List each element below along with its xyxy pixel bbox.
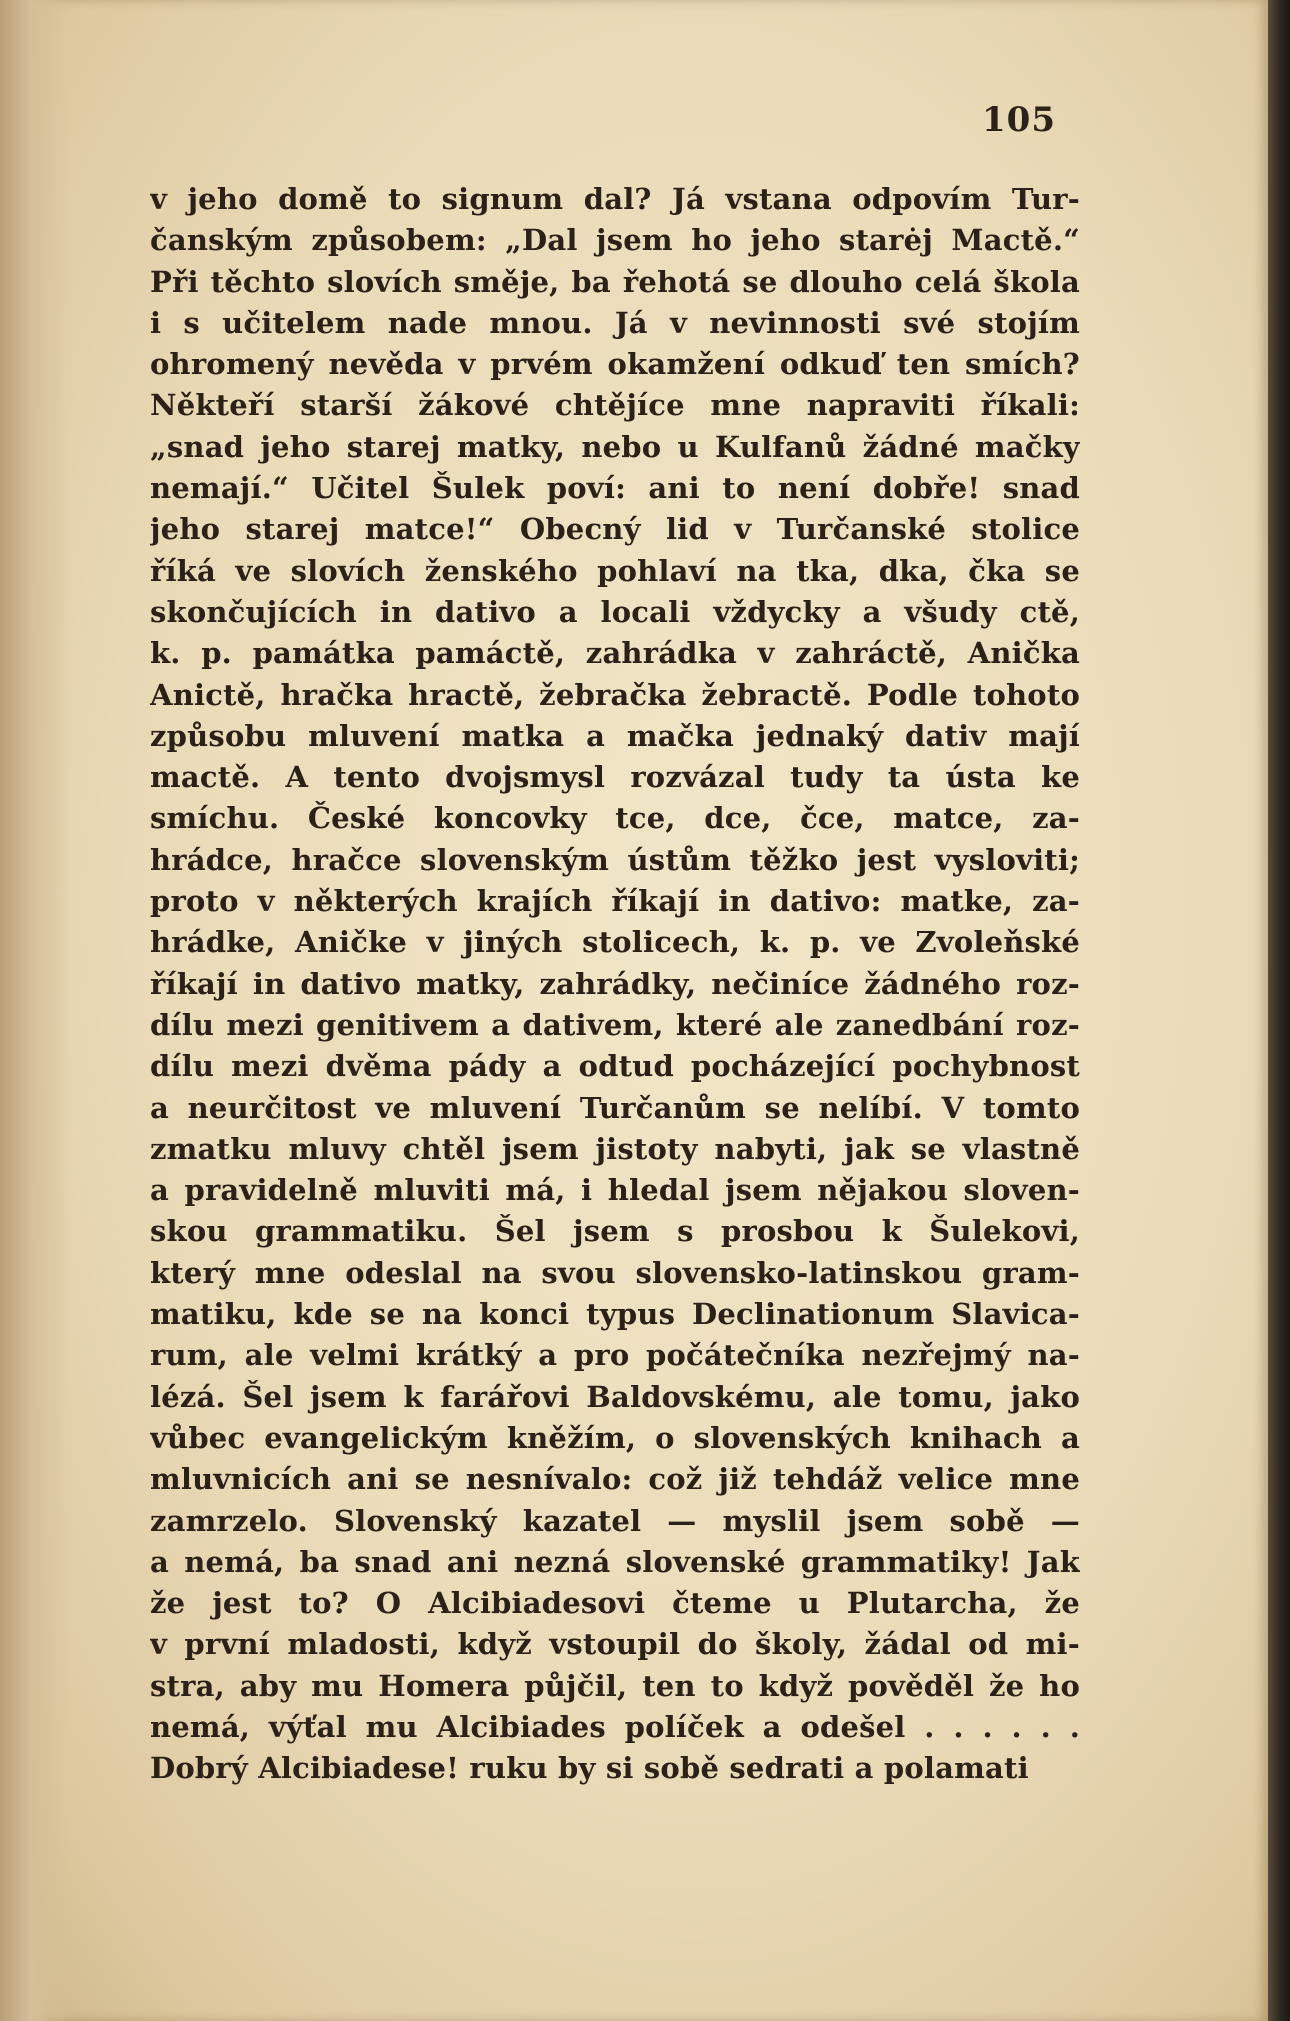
text-line: dílu mezi dvěma pády a odtud pocházející pochybnost (150, 1049, 1080, 1084)
page-gutter-shadow (0, 0, 70, 2021)
body-text (150, 179, 1080, 1790)
text-line: nemá, výťal mu Alcibiades políček a odešel . . . . . . (150, 1709, 1080, 1744)
text-line: smíchu. České koncovky tce, dce, čce, matce, za- (150, 801, 1080, 836)
text-line: skončujících in dativo a locali vždycky a všudy ctě, (150, 594, 1080, 629)
text-line: hrádce, hračce slovenským ústům těžko jest vysloviti; (150, 842, 1080, 877)
text-line: vůbec evangelickým kněžím, o slovenských knihach a (150, 1420, 1080, 1455)
text-line: „snad jeho starej matky, nebo u Kulfanů žádné mačky (150, 429, 1080, 464)
text-line: ohromený nevěda v prvém okamžení odkuď ten smích? (150, 347, 1080, 382)
text-line: Při těchto slovích směje, ba řehotá se dlouho celá škola (150, 264, 1080, 299)
text-line: v první mladosti, když vstoupil do školy, žádal od mi- (150, 1627, 1080, 1662)
text-line: lézá. Šel jsem k farářovi Baldovskému, ale tomu, jako (150, 1379, 1080, 1414)
text-line: Anictě, hračka hractě, žebračka žebractě. Podle tohoto (150, 677, 1080, 712)
page-number: 105 (982, 100, 1056, 140)
text-line: říkají in dativo matky, zahrádky, nečiníce žádného roz- (150, 966, 1080, 1001)
text-line: a neurčitost ve mluvení Turčanům se nelíbí. V tomto (150, 1090, 1080, 1125)
text-line: skou grammatiku. Šel jsem s prosbou k Šulekovi, (150, 1214, 1080, 1249)
text-line: a pravidelně mluviti má, i hledal jsem nějakou sloven- (150, 1173, 1080, 1208)
text-line: způsobu mluvení matka a mačka jednaký dativ mají (150, 718, 1080, 753)
text-line: rum, ale velmi krátký a pro počátečníka nezřejmý na- (150, 1338, 1080, 1373)
text-line: říká ve slovích ženského pohlaví na tka, dka, čka se (150, 553, 1080, 588)
text-line: v jeho domě to signum dal? Já vstana odpovím Tur- (150, 182, 1080, 216)
text-line: jeho starej matce!“ Obecný lid v Turčanské stolice (150, 512, 1080, 547)
text-line: zmatku mluvy chtěl jsem jistoty nabyti, jak se vlastně (150, 1131, 1080, 1166)
text-line: hrádke, Aničke v jiných stolicech, k. p. ve Zvoleňské (150, 925, 1080, 960)
text-line: který mne odeslal na svou slovensko-latinskou gram- (150, 1255, 1080, 1290)
text-line: nemají.“ Učitel Šulek poví: ani to není dobře! snad (150, 471, 1080, 506)
text-line: dílu mezi genitivem a dativem, které ale zanedbání roz- (150, 1007, 1080, 1042)
text-line: mactě. A tento dvojsmysl rozvázal tudy ta ústa ke (150, 760, 1080, 795)
text-line: Někteří starší žákové chtějíce mne napraviti říkali: (150, 388, 1080, 423)
page-edge-shadow (1268, 0, 1290, 2021)
text-line: Dobrý Alcibiadese! ruku by si sobě sedrati a polamati (150, 1751, 1029, 1786)
text-line: že jest to? O Alcibiadesovi čteme u Plutarcha, že (150, 1586, 1080, 1621)
text-line: a nemá, ba snad ani nezná slovenské grammatiky! Jak (150, 1544, 1080, 1579)
text-line: k. p. památka pamáctě, zahrádka v zahráctě, Anička (150, 636, 1080, 671)
text-line: stra, aby mu Homera půjčil, ten to když pověděl že ho (150, 1668, 1080, 1703)
text-line: i s učitelem nade mnou. Já v nevinnosti své stojím (150, 305, 1080, 340)
text-line: proto v některých krajích říkají in dativo: matke, za- (150, 884, 1080, 919)
text-line: čanským způsobem: „Dal jsem ho jeho starėj Mactě.“ (150, 223, 1080, 258)
text-line: zamrzelo. Slovenský kazatel — myslil jsem sobě — (150, 1503, 1080, 1538)
text-line: matiku, kde se na konci typus Declinationum Slavica- (150, 1297, 1080, 1332)
text-line: mluvnicích ani se nesnívalo: což již tehdáž velice mne (150, 1462, 1080, 1497)
